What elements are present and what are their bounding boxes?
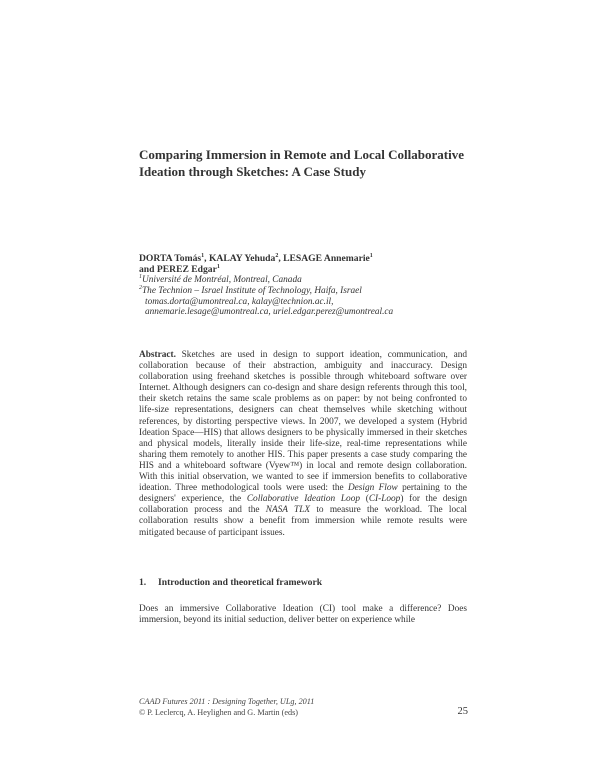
abstract-text: pertaining to the designers' experience, the (139, 483, 467, 505)
affiliation-text: Université de Montréal, Montreal, Canada (142, 275, 302, 285)
abstract-text: ( (360, 494, 369, 505)
abstract-term: Collaborative Ideation Loop (246, 494, 360, 505)
abstract-term: NASA TLX (265, 505, 311, 516)
footer-conference: CAAD Futures 2011 : Designing Together, ULg, 2011 (139, 697, 315, 706)
abstract-label: Abstract. (139, 350, 176, 360)
abstract-text: to measure the workload. The local collaboration results show a benefit from immersion while remote results were mitigated because of participant issues. (139, 505, 467, 538)
author-sup: 1 (369, 252, 373, 259)
affiliation-sup: 2 (139, 284, 142, 291)
title-line-1: Comparing Immersion in Remote and Local Collaborative (139, 147, 464, 162)
affiliations (139, 275, 469, 318)
abstract-text: Sketches are used in design to support ideation, communication, and collaboration because of their abstraction, ambiguity and inaccuracy. Design collaboration using freehand sketches is possible through whiteboard software over Internet. Although designers can co-design and share design referents through this tool, their sketch retains the same scale problems as on paper: by not being confronted to life-size representations, designers can cheat themselves while sketching without references, by distorting perspective views. In 2007, we developed a system (Hybrid Ideation Space—HIS) that allows designers to be physically immersed in their sketches and physical models, literally inside their life-size, real-time representations while sharing them remotely to another HIS. This paper presents a case study comparing the HIS and a whiteboard software (Vyew™) in local and remote design collaboration. With this initial observation, we wanted to see if immersion benefits to collaborative ideation. Three methodological tools were used: the (139, 350, 467, 494)
author-name: PEREZ Edgar (156, 264, 217, 275)
abstract-term: Design Flow (347, 483, 398, 494)
affiliation-1 (139, 275, 469, 286)
author-sup: 1 (216, 263, 220, 270)
author-list (139, 253, 469, 275)
author-name: KALAY Yehuda (208, 253, 276, 264)
footer-editors: © P. Leclercq, A. Heylighen and G. Martin (eds) (139, 707, 299, 717)
body-paragraph: Does an immersive Collaborative Ideation (CI) tool make a difference? Does immersion, beyond its initial seduction, deliver better on experience while (139, 604, 467, 626)
section-number: 1. (139, 577, 147, 588)
author-sup: 2 (275, 252, 279, 259)
affiliation-2 (139, 286, 469, 297)
paper-title (139, 146, 479, 180)
authors-line-1: DORTA Tomás$^1$, KALAY Yehuda$^2$, LESAGE Annemarie$^1$ (139, 252, 373, 264)
section-heading (139, 577, 469, 588)
abstract-text: ) for the design collaboration process and the (139, 494, 468, 516)
abstract (139, 350, 467, 539)
emails-line-2: annemarie.lesage@umontreal.ca, uriel.edgar.perez@umontreal.ca (145, 307, 394, 318)
section-title: Introduction and theoretical framework (158, 577, 323, 588)
page-number: 25 (457, 706, 468, 717)
authors-line-2: and PEREZ Edgar$^1$ (139, 263, 220, 275)
page-footer (139, 697, 469, 718)
affiliation-text: The Technion – Israel Institute of Technology, Haifa, Israel (142, 285, 362, 296)
title-line-2: Ideation through Sketches: A Case Study (139, 164, 366, 179)
author-name: LESAGE Annemarie (283, 253, 370, 264)
abstract-term: CI-Loop (368, 494, 401, 505)
author-name: DORTA Tomás (139, 253, 202, 264)
affiliation-sup: 1 (139, 273, 142, 280)
author-sup: 1 (201, 252, 205, 259)
emails-line-1: tomas.dorta@umontreal.ca, kalay@technion.ac.il, (145, 296, 334, 307)
